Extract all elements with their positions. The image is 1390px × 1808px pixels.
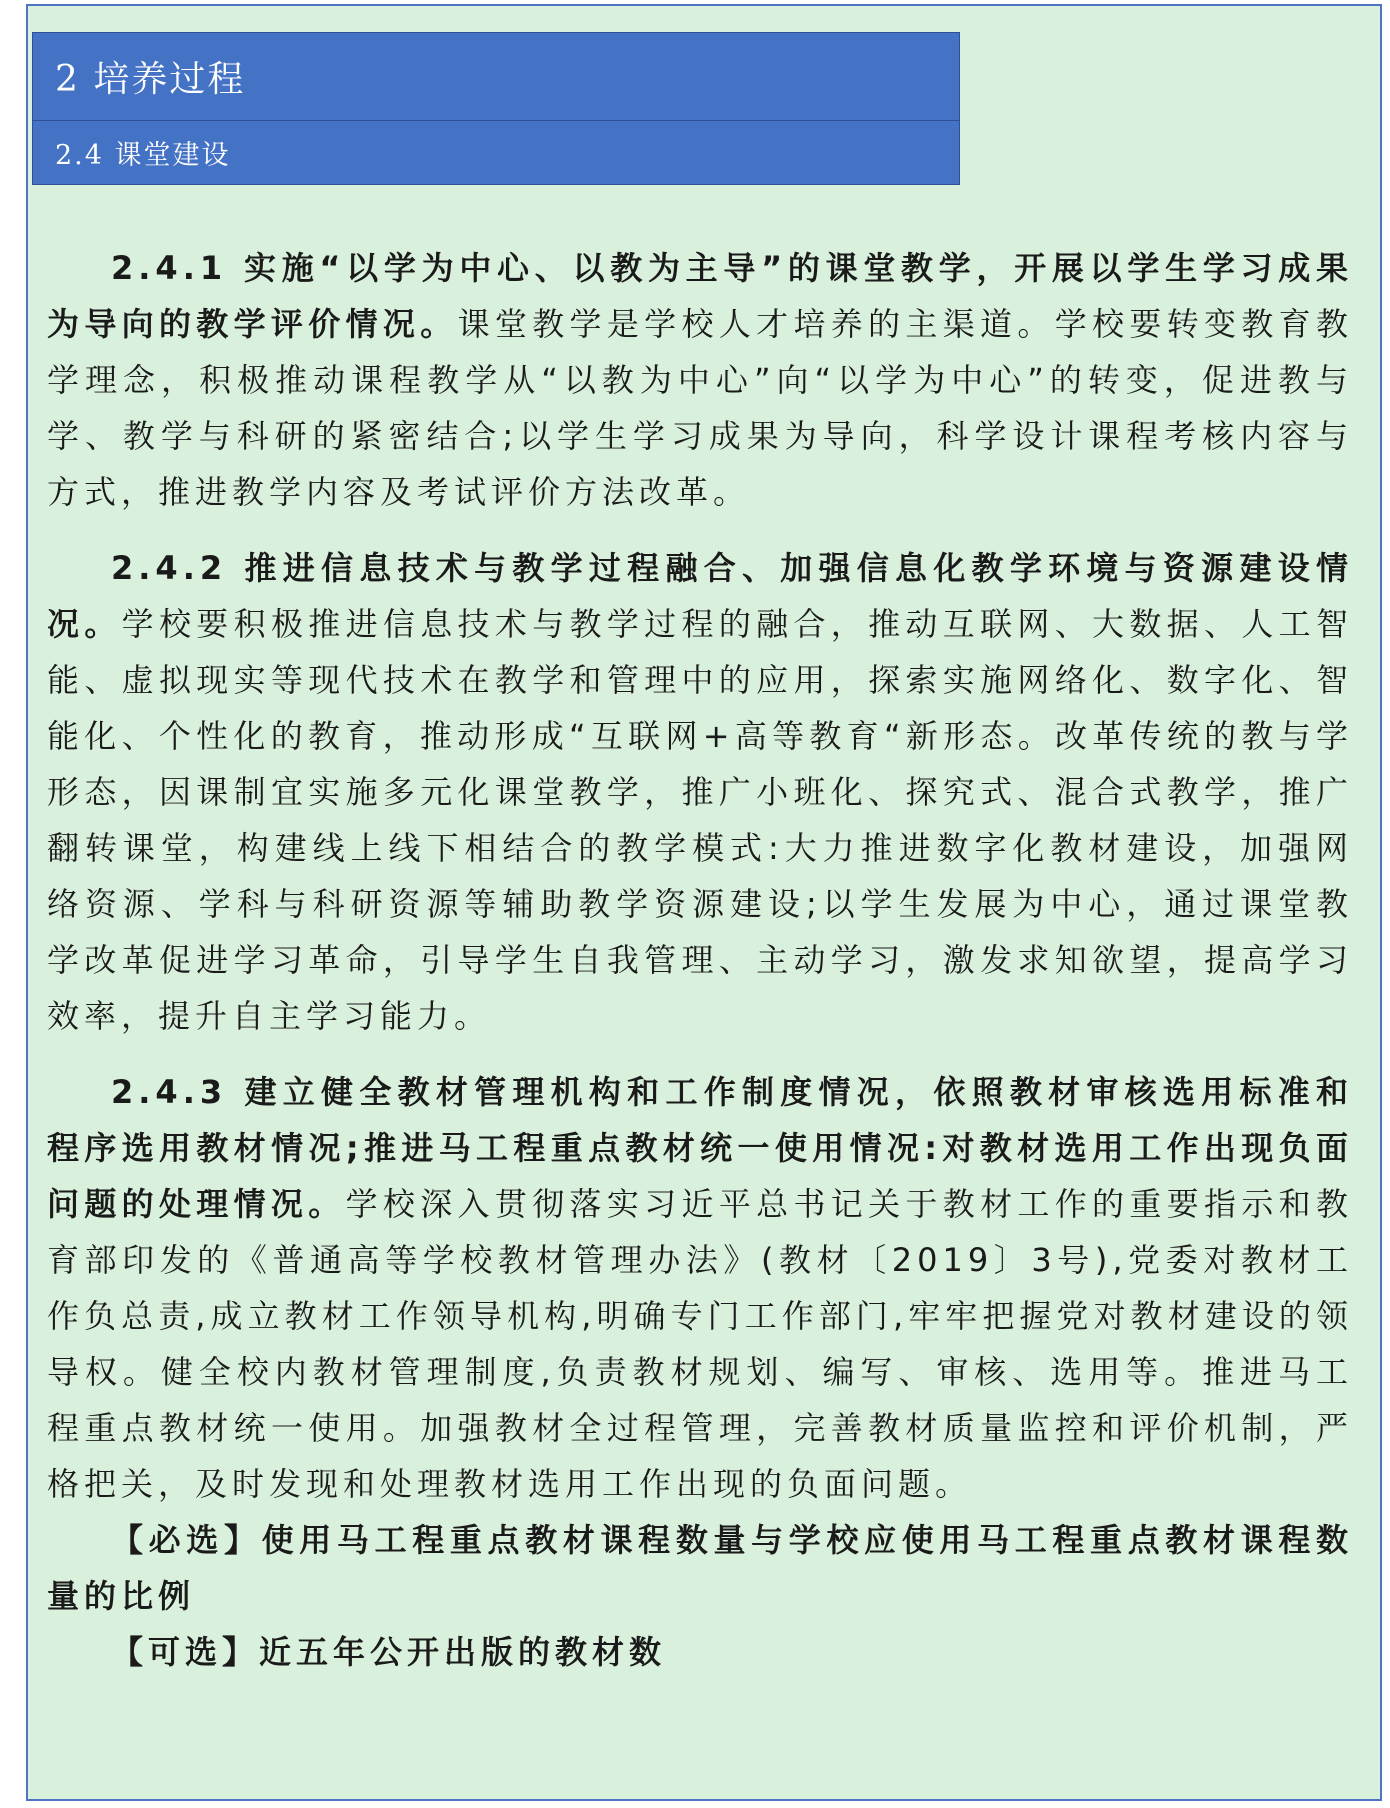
document-body [47,240,1353,1680]
paragraph-2-4-1 [47,240,1353,520]
paragraph-2-4-2 [47,540,1353,1044]
paragraph-text: 学校要积极推进信息技术与教学过程的融合，推动互联网、大数据、人工智能、虚拟现实等现代技术在教学和管理中的应用，探索实施网络化、数字化、智能化、个性化的教育，推动形成“互联网+高等教育“新形态。改革传统的教与学形态，因课制宜实施多元化课堂教学，推广小班化、探究式、混合式教学，推广翻转课堂，构建线上线下相结合的教学模式:大力推进数字化教材建设，加强网络资源、学科与科研资源等辅助教学资源建设;以学生发展为中心，通过课堂教学改革促进学习革命，引导学生自我管理、主动学习，激发求知欲望，提高学习效率，提升自主学习能力。 [47,605,1353,1035]
paragraph-text: 学校深入贯彻落实习近平总书记关于教材工作的重要指示和教育部印发的《普通高等学校教材管理办法》(教材〔2019〕3号),党委对教材工作负总责,成立教材工作领导机构,明确专门工作部门,牢牢把握党对教材建设的领导权。健全校内教材管理制度,负责教材规划、编写、审核、选用等。推进马工程重点教材统一使用。加强教材全过程管理，完善教材质量监控和评价机制，严格把关，及时发现和处理教材选用工作出现的负面问题。 [47,1185,1353,1503]
paragraph-2-4-3 [47,1064,1353,1512]
chapter-title: 2 培养过程 [33,33,959,121]
optional-indicator [47,1624,1353,1680]
required-indicator-text: 【必选】使用马工程重点教材课程数量与学校应使用马工程重点教材课程数量的比例 [47,1521,1353,1615]
paragraph-text: 课堂教学是学校人才培养的主渠道。学校要转变教育教学理念，积极推动课程教学从“以教为中心”向“以学为中心”的转变，促进教与学、教学与科研的紧密结合;以学生学习成果为导向，科学设计课程考核内容与方式，推进教学内容及考试评价方法改革。 [47,305,1353,511]
required-indicator [47,1512,1353,1624]
paragraph-heading: 2.4.1 实施“以学为中心、以教为主导”的课堂教学，开展以学生学习成果为导向的教学评价情况。 [47,249,1353,343]
optional-indicator-text: 【可选】近五年公开出版的教材数 [111,1633,667,1671]
section-subtitle: 2.4 课堂建设 [33,121,959,184]
section-header [32,32,960,185]
paragraph-heading: 2.4.3 建立健全教材管理机构和工作制度情况，依照教材审核选用标准和程序选用教材情况;推进马工程重点教材统一使用情况:对教材选用工作出现负面问题的处理情况。 [47,1073,1353,1223]
paragraph-heading: 2.4.2 推进信息技术与教学过程融合、加强信息化教学环境与资源建设情况。 [47,549,1353,643]
